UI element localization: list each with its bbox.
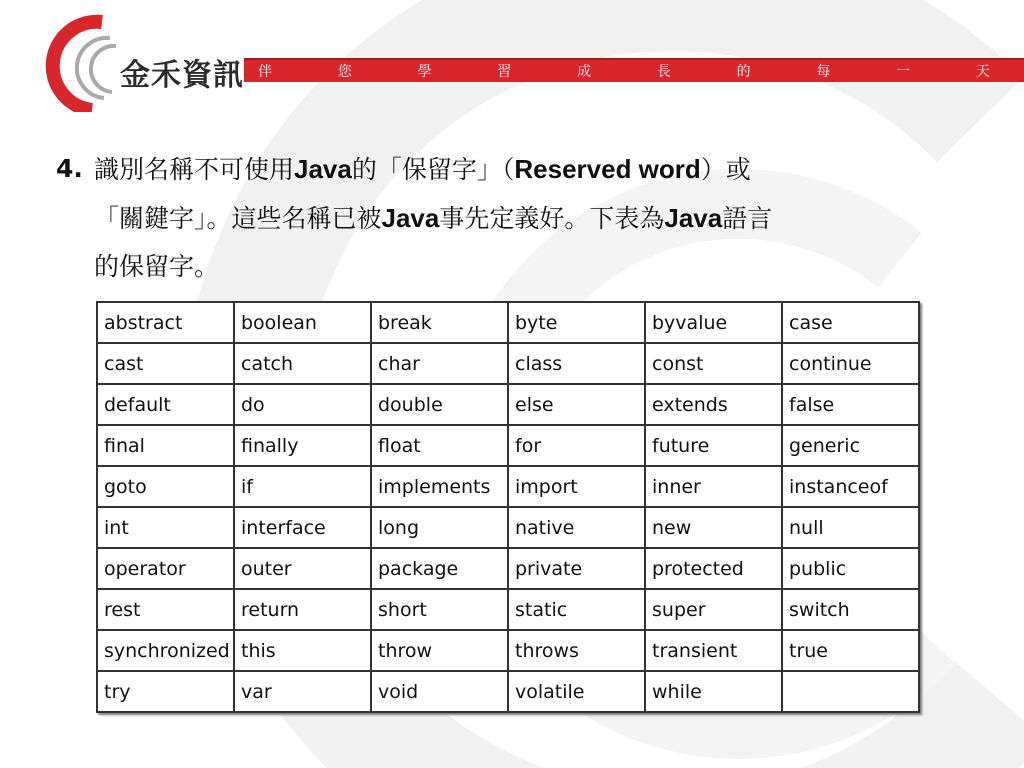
keyword-cell: false: [782, 384, 919, 425]
keyword-cell: byte: [508, 302, 645, 343]
keyword-cell: const: [645, 343, 782, 384]
reserved-word-term: Reserved word: [514, 154, 701, 184]
table-row: [97, 384, 919, 425]
table-row: [97, 343, 919, 384]
tagline-bar: [244, 58, 1024, 82]
keyword-cell: finally: [234, 425, 371, 466]
reserved-words-table: [96, 301, 920, 713]
paragraph-line-2: [94, 194, 956, 243]
keyword-cell: null: [782, 507, 919, 548]
keyword-cell: native: [508, 507, 645, 548]
keyword-cell: default: [97, 384, 234, 425]
keyword-cell: super: [645, 589, 782, 630]
keyword-cell: true: [782, 630, 919, 671]
company-logo-icon: [30, 12, 125, 112]
tagline-char: 長: [656, 64, 671, 80]
keyword-cell: new: [645, 507, 782, 548]
tagline-char: 學: [417, 64, 432, 80]
keyword-cell: implements: [371, 466, 508, 507]
keyword-cell: case: [782, 302, 919, 343]
keyword-cell: boolean: [234, 302, 371, 343]
table-row: [97, 302, 919, 343]
keyword-cell: interface: [234, 507, 371, 548]
keyword-cell: for: [508, 425, 645, 466]
tagline-char: 習: [497, 64, 512, 80]
keyword-cell: if: [234, 466, 371, 507]
keyword-cell: catch: [234, 343, 371, 384]
keyword-cell: synchronized: [97, 630, 234, 671]
keyword-cell: float: [371, 425, 508, 466]
text-run: 的「保留字」（: [351, 155, 515, 184]
keyword-cell: outer: [234, 548, 371, 589]
keyword-cell: this: [234, 630, 371, 671]
text-run: ）或: [700, 155, 751, 184]
keyword-cell: do: [234, 384, 371, 425]
java-term: Java: [664, 203, 723, 233]
keyword-cell: import: [508, 466, 645, 507]
tagline-char: 您: [337, 64, 352, 80]
keyword-cell: private: [508, 548, 645, 589]
keyword-cell: switch: [782, 589, 919, 630]
body-paragraph: [56, 145, 956, 291]
text-run: 識別名稱不可使用: [94, 155, 295, 184]
table-row: [97, 589, 919, 630]
table-row: [97, 671, 919, 712]
keyword-cell: else: [508, 384, 645, 425]
table-row: [97, 548, 919, 589]
java-term: Java: [381, 203, 440, 233]
keyword-cell: void: [371, 671, 508, 712]
brand-name: 金禾資訊: [120, 58, 244, 93]
keyword-cell: long: [371, 507, 508, 548]
keyword-cell: int: [97, 507, 234, 548]
table-row: [97, 425, 919, 466]
keyword-cell: goto: [97, 466, 234, 507]
keyword-cell: extends: [645, 384, 782, 425]
keyword-cell: try: [97, 671, 234, 712]
paragraph-line-1: [94, 145, 956, 194]
paragraph-text: [94, 145, 956, 291]
tagline-char: 伴: [258, 64, 272, 80]
paragraph-line-3: 的保留字。: [94, 252, 220, 281]
keyword-cell: operator: [97, 548, 234, 589]
keyword-cell: instanceof: [782, 466, 919, 507]
keyword-cell: char: [371, 343, 508, 384]
keyword-cell: byvalue: [645, 302, 782, 343]
tagline-char: 的: [736, 64, 751, 80]
keyword-cell: protected: [645, 548, 782, 589]
keyword-cell: continue: [782, 343, 919, 384]
tagline-char: 天: [975, 64, 990, 80]
table-row: [97, 466, 919, 507]
keyword-cell: static: [508, 589, 645, 630]
item-number: 4.: [56, 154, 83, 183]
keyword-cell: package: [371, 548, 508, 589]
java-term: Java: [294, 154, 352, 184]
text-run: 「關鍵字」。這些名稱已被: [94, 204, 382, 233]
keyword-cell: while: [645, 671, 782, 712]
keyword-cell: throw: [371, 630, 508, 671]
keyword-cell: generic: [782, 425, 919, 466]
keyword-cell: abstract: [97, 302, 234, 343]
keyword-cell: volatile: [508, 671, 645, 712]
keyword-cell: short: [371, 589, 508, 630]
keyword-cell: [782, 671, 919, 712]
keyword-cell: inner: [645, 466, 782, 507]
keyword-cell: rest: [97, 589, 234, 630]
keyword-cell: break: [371, 302, 508, 343]
keyword-cell: public: [782, 548, 919, 589]
keyword-cell: cast: [97, 343, 234, 384]
keyword-cell: final: [97, 425, 234, 466]
keyword-cell: return: [234, 589, 371, 630]
text-run: 事先定義好。下表為: [439, 204, 665, 233]
keyword-cell: double: [371, 384, 508, 425]
table-row: [97, 507, 919, 548]
keyword-cell: class: [508, 343, 645, 384]
tagline-char: 成: [577, 64, 592, 80]
table-row: [97, 630, 919, 671]
tagline-char: 每: [816, 64, 831, 80]
keyword-cell: var: [234, 671, 371, 712]
keyword-cell: throws: [508, 630, 645, 671]
keyword-cell: transient: [645, 630, 782, 671]
tagline-char: 一: [896, 64, 911, 80]
keyword-cell: future: [645, 425, 782, 466]
text-run: 語言: [722, 204, 773, 233]
